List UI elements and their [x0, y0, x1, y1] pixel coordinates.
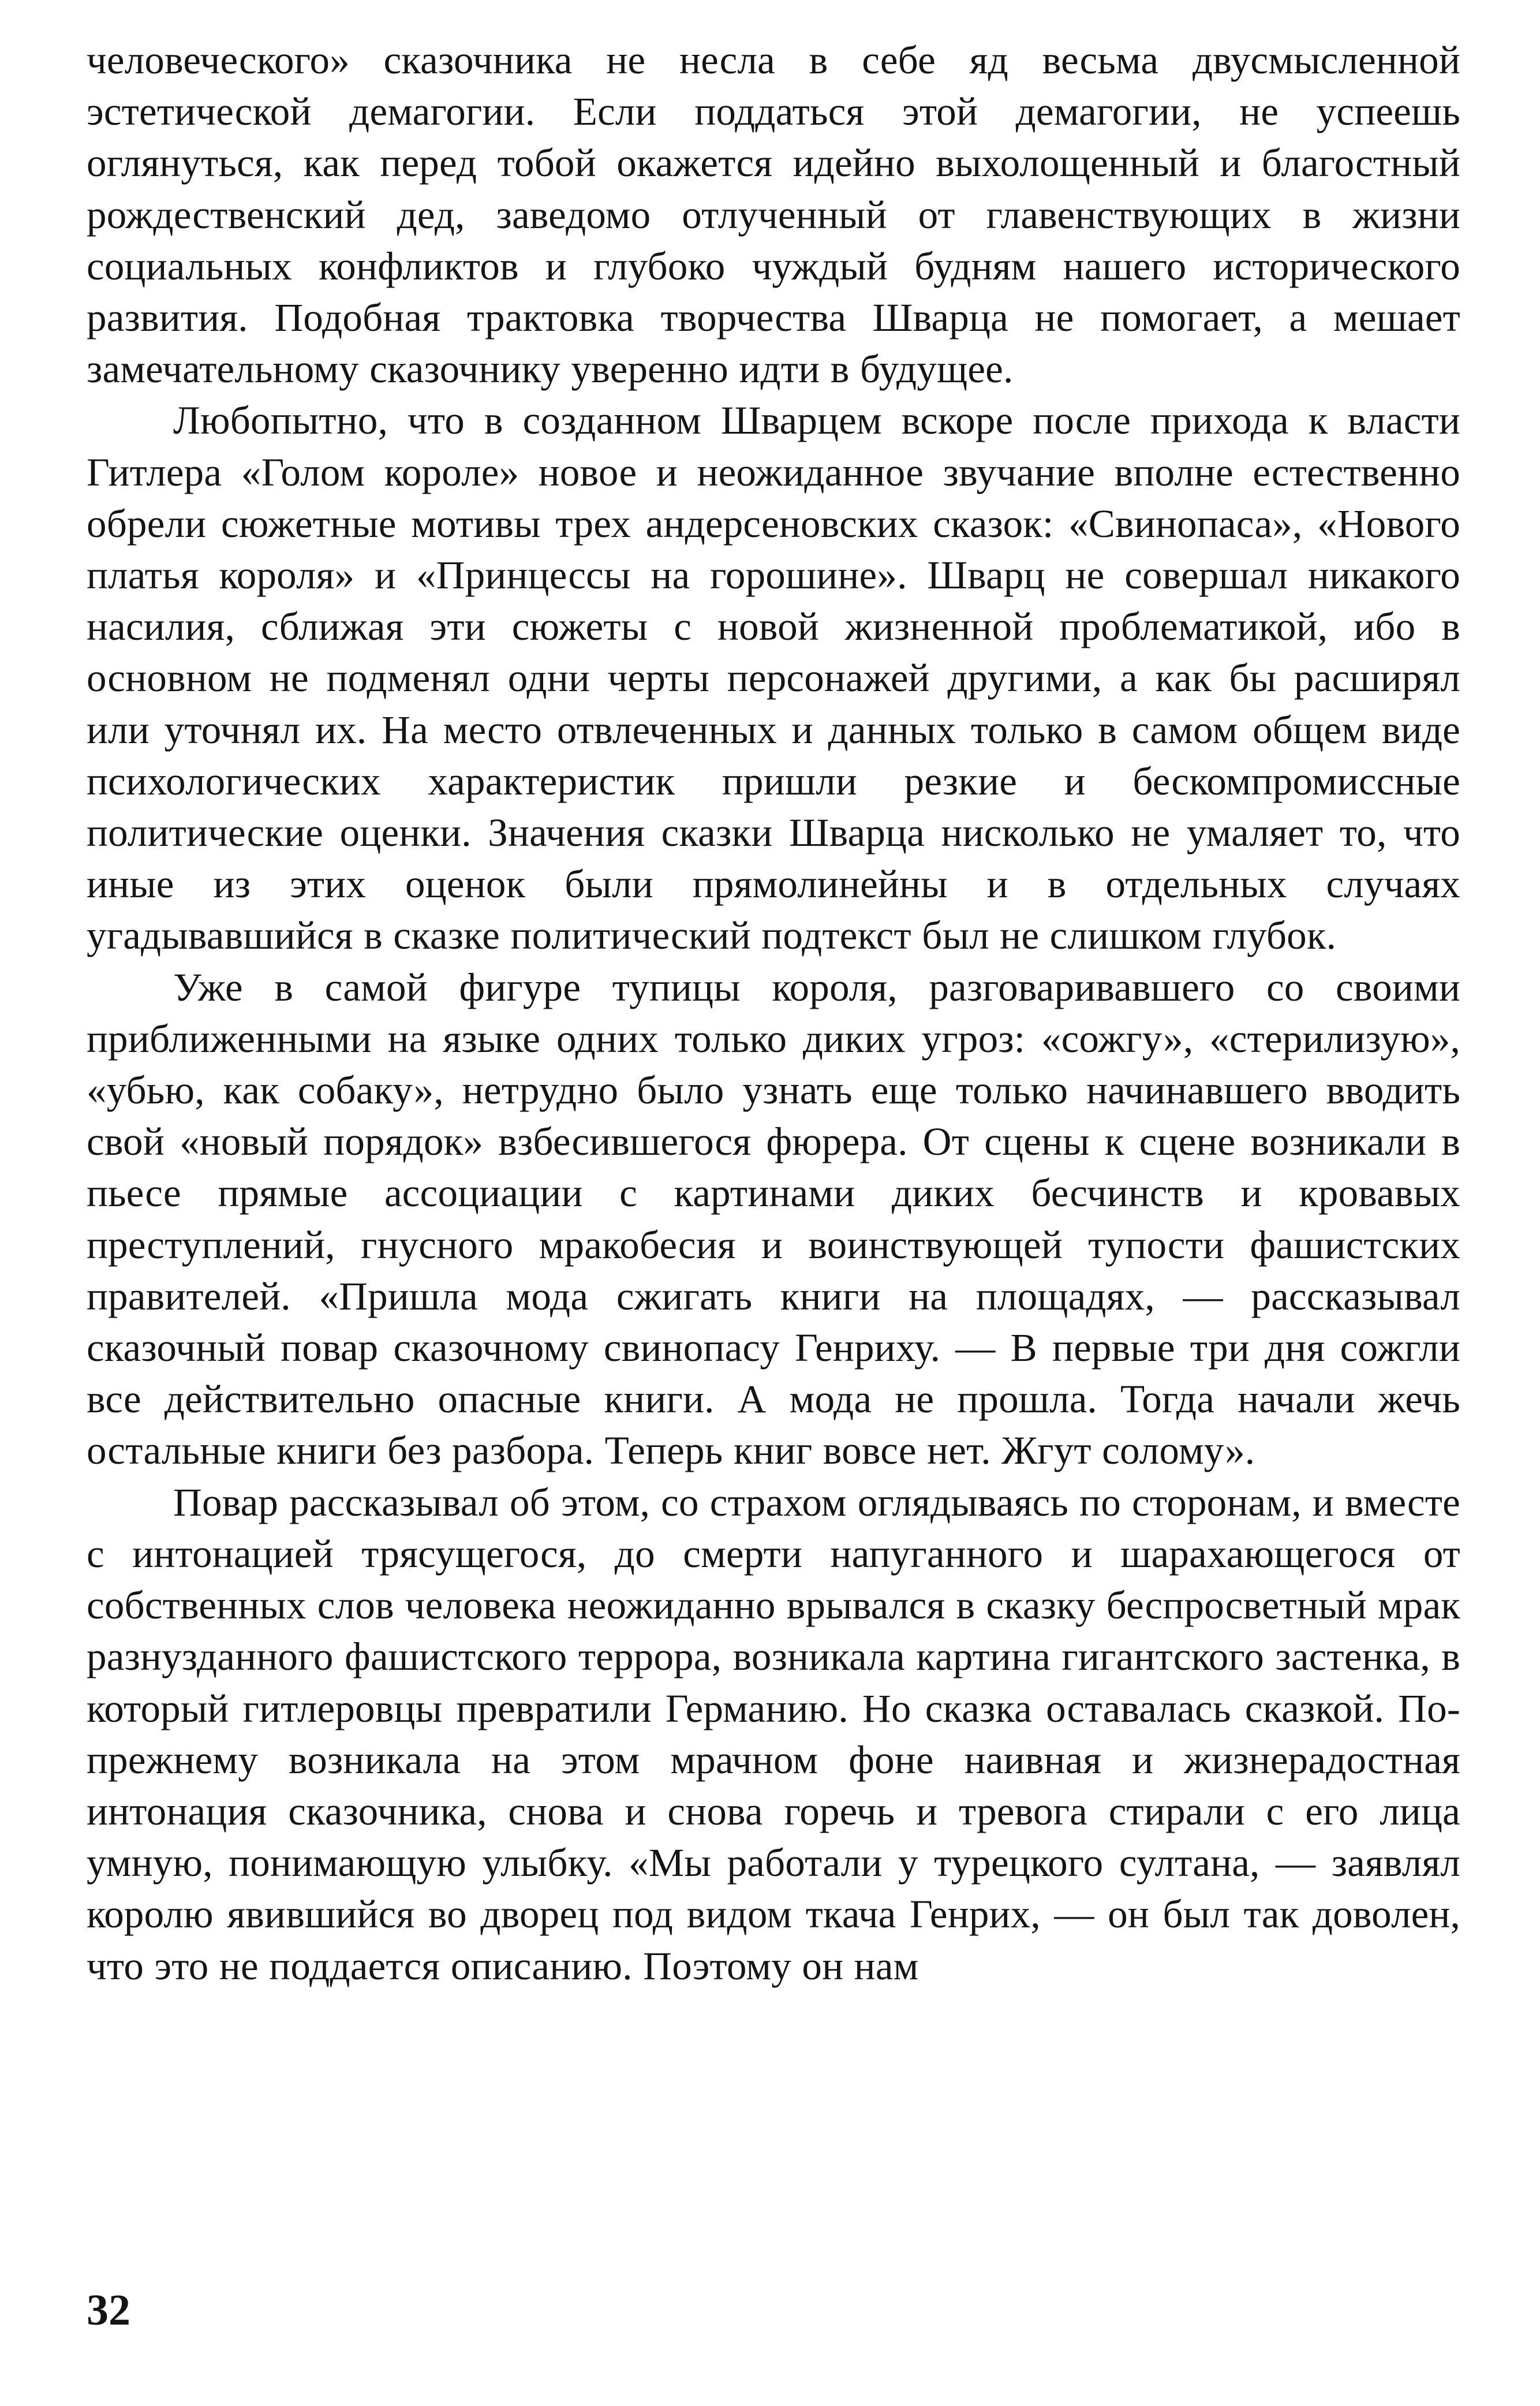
paragraph-cook-story: Повар рассказывал об этом, со страхом оглядываясь по сторонам, и вместе с интонацией трясущегося, до смерти напуганного и шарахающегося от собственных слов человека неожиданно врывался в сказку беспросветный мрак разнузданного фашистского террора, возникала картина гигантского застенка, в который гитлеровцы превратили Германию. Но сказка оставалась сказкой. По-прежнему возникала на этом мрачном фоне наивная и жизнерадостная интонация сказочника, снова и снова горечь и тревога стирали с его лица умную, понимающую улыбку. «Мы работали у турецкого султана, — заявлял королю явившийся во дворец под видом ткача Генрих, — он был так доволен, что это не поддается описанию. Поэтому он нам [87, 1480, 1460, 1988]
paragraph-continuation: человеческого» сказочника не несла в себе яд весьма двусмысленной эстетической демагогии. Если поддаться этой демагогии, не успеешь оглянуться, как перед тобой окажется идейно выхолощенный и благостный рождественский дед, заведомо отлученный от главенствующих в жизни социальных конфликтов и глубоко чуждый будням нашего исторического развития. Подобная трактовка творчества Шварца не помогает, а мешает замечательному сказочнику уверенно идти в будущее. [87, 38, 1460, 391]
body-text [87, 35, 1460, 1992]
document-page [87, 35, 1460, 2373]
page-number: 32 [87, 2286, 130, 2334]
paragraph-naked-king: Любопытно, что в созданном Шварцем вскоре после прихода к власти Гитлера «Голом короле» новое и неожиданное звучание вполне естественно обрели сюжетные мотивы трех андерсеновских сказок: «Свинопаса», «Нового платья короля» и «Принцессы на горошине». Шварц не совершал никакого насилия, сближая эти сюжеты с новой жизненной проблематикой, ибо в основном не подменял одни черты персонажей другими, а как бы расширял или уточнял их. На место отвлеченных и данных только в самом общем виде психологических характеристик пришли резкие и бескомпромиссные политические оценки. Значения сказки Шварца нисколько не умаляет то, что иные из этих оценок были прямолинейны и в отдельных случаях угадывавшийся в сказке политический подтекст был не слишком глубок. [87, 398, 1460, 958]
paragraph-king-figure: Уже в самой фигуре тупицы короля, разговаривавшего со своими приближенными на языке одних только диких угроз: «сожгу», «стерилизую», «убью, как собаку», нетрудно было узнать еще только начинавшего вводить свой «новый порядок» взбесившегося фюрера. От сцены к сцене возникали в пьесе прямые ассоциации с картинами диких бесчинств и кровавых преступлений, гнусного мракобесия и воинствующей тупости фашистских правителей. «Пришла мода сжигать книги на площадях, — рассказывал сказочный повар сказочному свинопасу Генриху. — В первые три дня сожгли все действительно опасные книги. А мода не прошла. Тогда начали жечь остальные книги без разбора. Теперь книг вовсе нет. Жгут солому». [87, 965, 1460, 1473]
